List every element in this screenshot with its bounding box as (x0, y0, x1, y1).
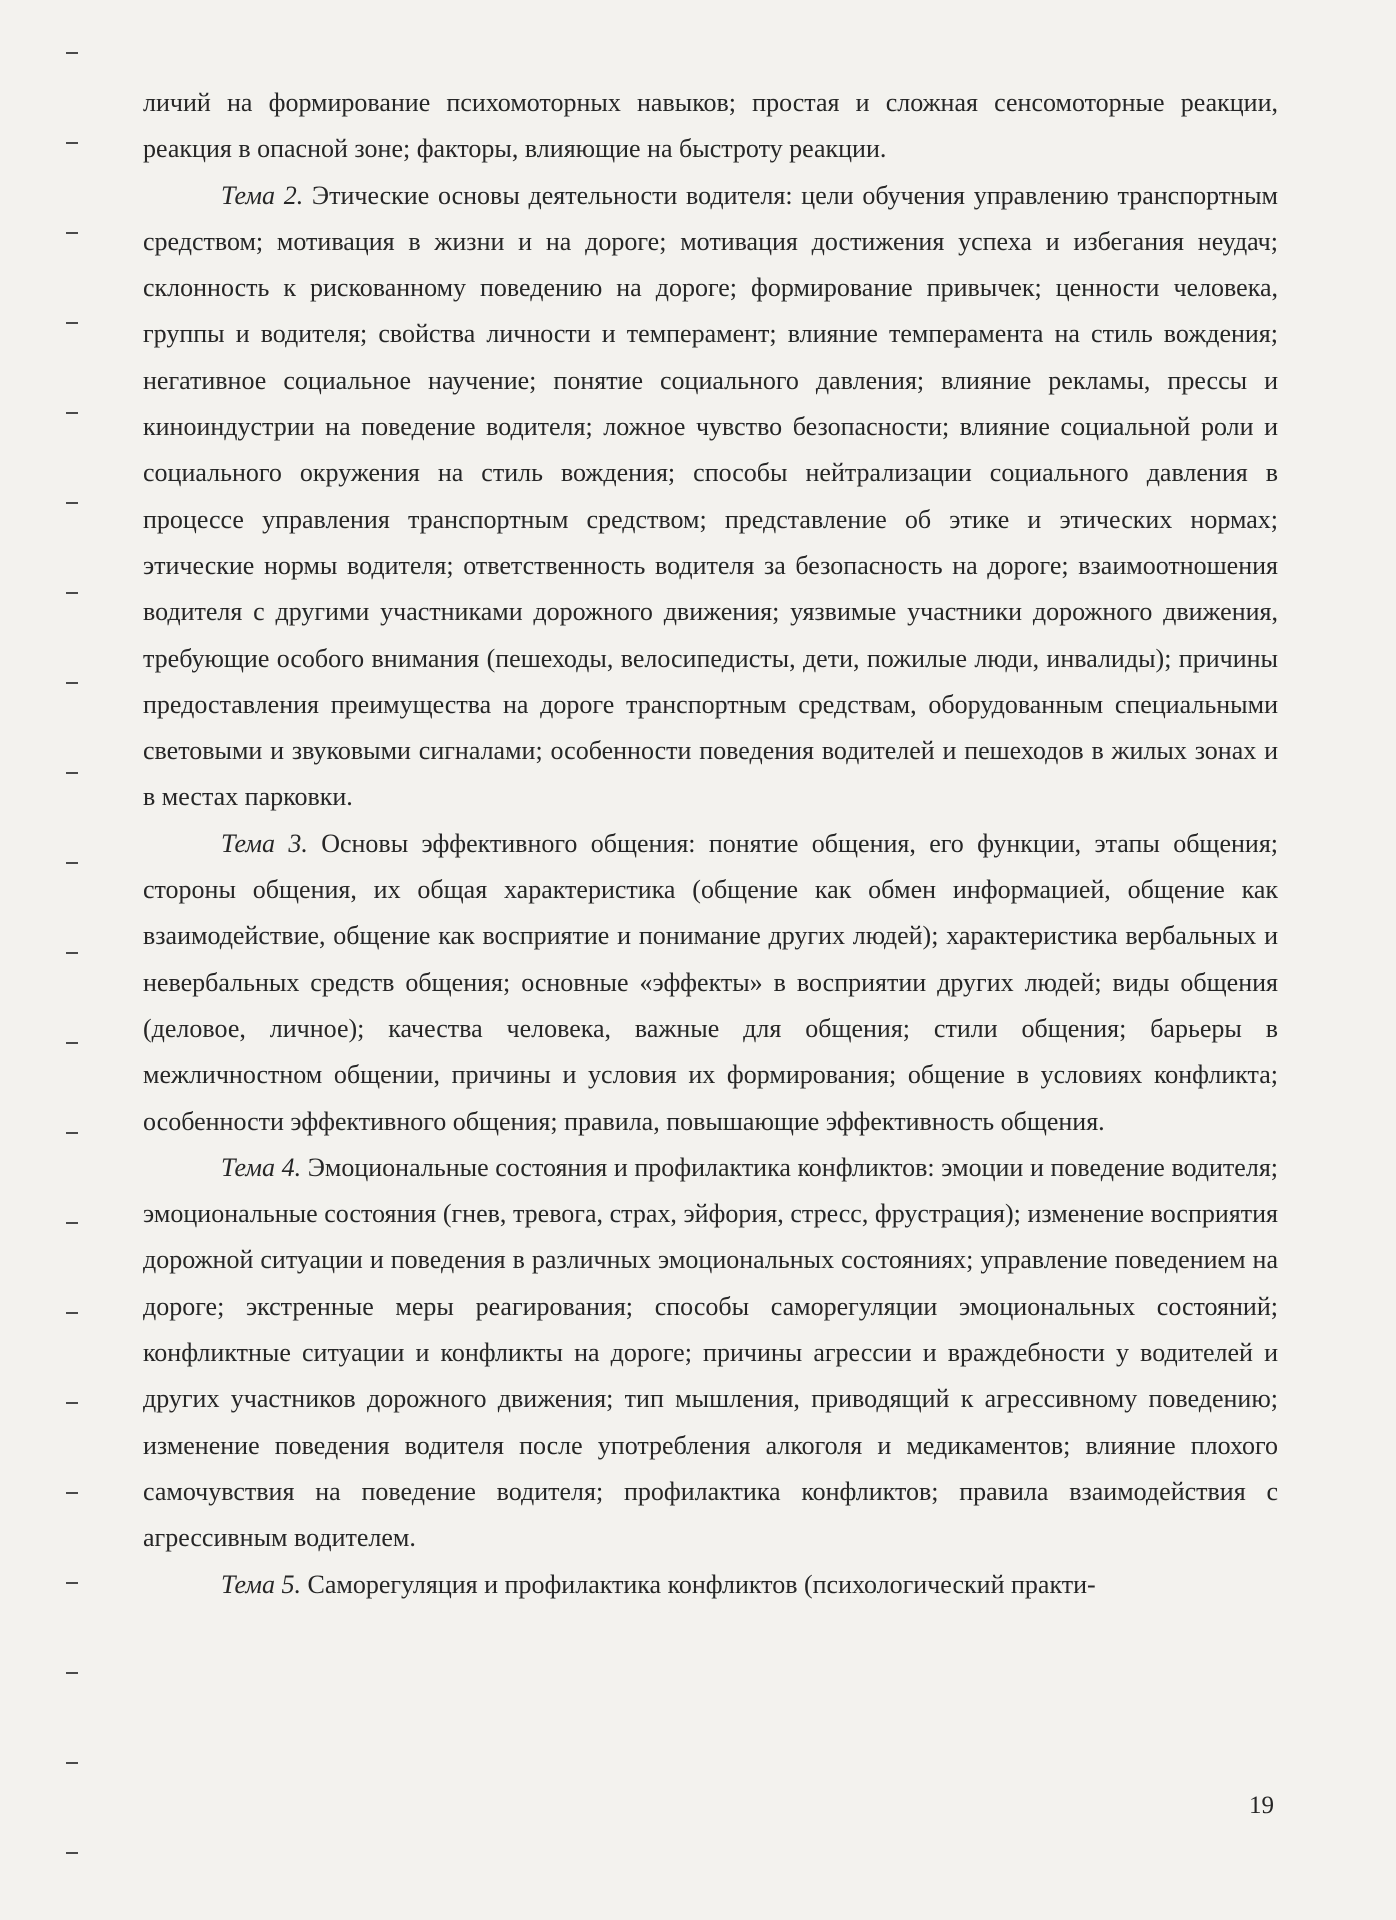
topic-heading: Тема 4. (221, 1152, 302, 1182)
binding-mark (66, 1672, 78, 1674)
binding-mark (66, 322, 78, 324)
binding-mark (66, 1582, 78, 1584)
binding-mark (66, 412, 78, 414)
binding-mark (66, 1312, 78, 1314)
binding-mark (66, 502, 78, 504)
topic-heading: Тема 2. (221, 180, 304, 210)
body-text (143, 80, 1278, 1608)
binding-edge (0, 0, 110, 1920)
binding-mark (66, 862, 78, 864)
binding-mark (66, 52, 78, 54)
paragraph-topic-3 (143, 821, 1278, 1145)
binding-mark (66, 1762, 78, 1764)
paragraph-continuation (143, 80, 1278, 173)
binding-mark (66, 952, 78, 954)
topic-heading: Тема 3. (221, 828, 308, 858)
binding-mark (66, 232, 78, 234)
binding-mark (66, 1492, 78, 1494)
binding-mark (66, 1132, 78, 1134)
page-number: 19 (1249, 1792, 1274, 1819)
paragraph-text: Основы эффективного общения: понятие общения, его функции, этапы общения; стороны общения, их общая характеристика (общение как обмен информацией, общение как взаимодействие, общение как восприятие и понимание других людей); характеристика вербальных и невербальных средств общения; основные «эффекты» в восприятии других людей; виды общения (деловое, личное); качества человека, важные для общения; стили общения; барьеры в межличностном общении, причины и условия их формирования; общение в условиях конфликта; особенности эффективного общения; правила, повышающие эффективность общения. (143, 828, 1279, 1136)
paragraph-text: личий на формирование психомоторных навыков; простая и сложная сенсомоторные реакции, реакция в опасной зоне; факторы, влияющие на быстроту реакции. (143, 88, 1278, 164)
paragraph-text: Эмоциональные состояния и профилактика конфликтов: эмоции и поведение водителя; эмоциональные состояния (гнев, тревога, страх, эйфория, стресс, фрустрация); изменение восприятия дорожной ситуации и поведения в различных эмоциональных состояниях; управление поведением на дороге; экстренные меры реагирования; способы саморегуляции эмоциональных состояний; конфликтные ситуации и конфликты на дороге; причины агрессии и враждебности у водителей и других участников дорожного движения; тип мышления, приводящий к агрессивному поведению; изменение поведения водителя после употребления алкоголя и медикаментов; влияние плохого самочувствия на поведение водителя; профилактика конфликтов; правила взаимодействия с агрессивным водителем. (143, 1152, 1278, 1553)
binding-mark (66, 1222, 78, 1224)
binding-mark (66, 772, 78, 774)
paragraph-topic-2 (143, 173, 1278, 821)
topic-heading: Тема 5. (221, 1569, 302, 1599)
binding-mark (66, 1042, 78, 1044)
binding-mark (66, 1852, 78, 1854)
paragraph-topic-4 (143, 1145, 1278, 1562)
paragraph-text: Саморегуляция и профилактика конфликтов (психологический практи- (301, 1569, 1096, 1599)
binding-mark (66, 142, 78, 144)
paragraph-topic-5 (143, 1562, 1278, 1608)
binding-mark (66, 1402, 78, 1404)
binding-mark (66, 682, 78, 684)
binding-mark (66, 592, 78, 594)
paragraph-text: Этические основы деятельности водителя: цели обучения управлению транспортным средством; мотивация в жизни и на дороге; мотивация достижения успеха и избегания неудач; склонность к рискованному поведению на дороге; формирование привычек; ценности человека, группы и водителя; свойства личности и темперамент; влияние темперамента на стиль вождения; негативное социальное научение; понятие социального давления; влияние рекламы, прессы и киноиндустрии на поведение водителя; ложное чувство безопасности; влияние социальной роли и социального окружения на стиль вождения; способы нейтрализации социального давления в процессе управления транспортным средством; представление об этике и этических нормах; этические нормы водителя; ответственность водителя за безопасность на дороге; взаимоотношения водителя с другими участниками дорожного движения; уязвимые участники дорожного движения, требующие особого внимания (пешеходы, велосипедисты, дети, пожилые люди, инвалиды); причины предоставления преимущества на дороге транспортным средствам, оборудованным специальными световыми и звуковыми сигналами; особенности поведения водителей и пешеходов в жилых зонах и в местах парковки. (143, 180, 1278, 812)
